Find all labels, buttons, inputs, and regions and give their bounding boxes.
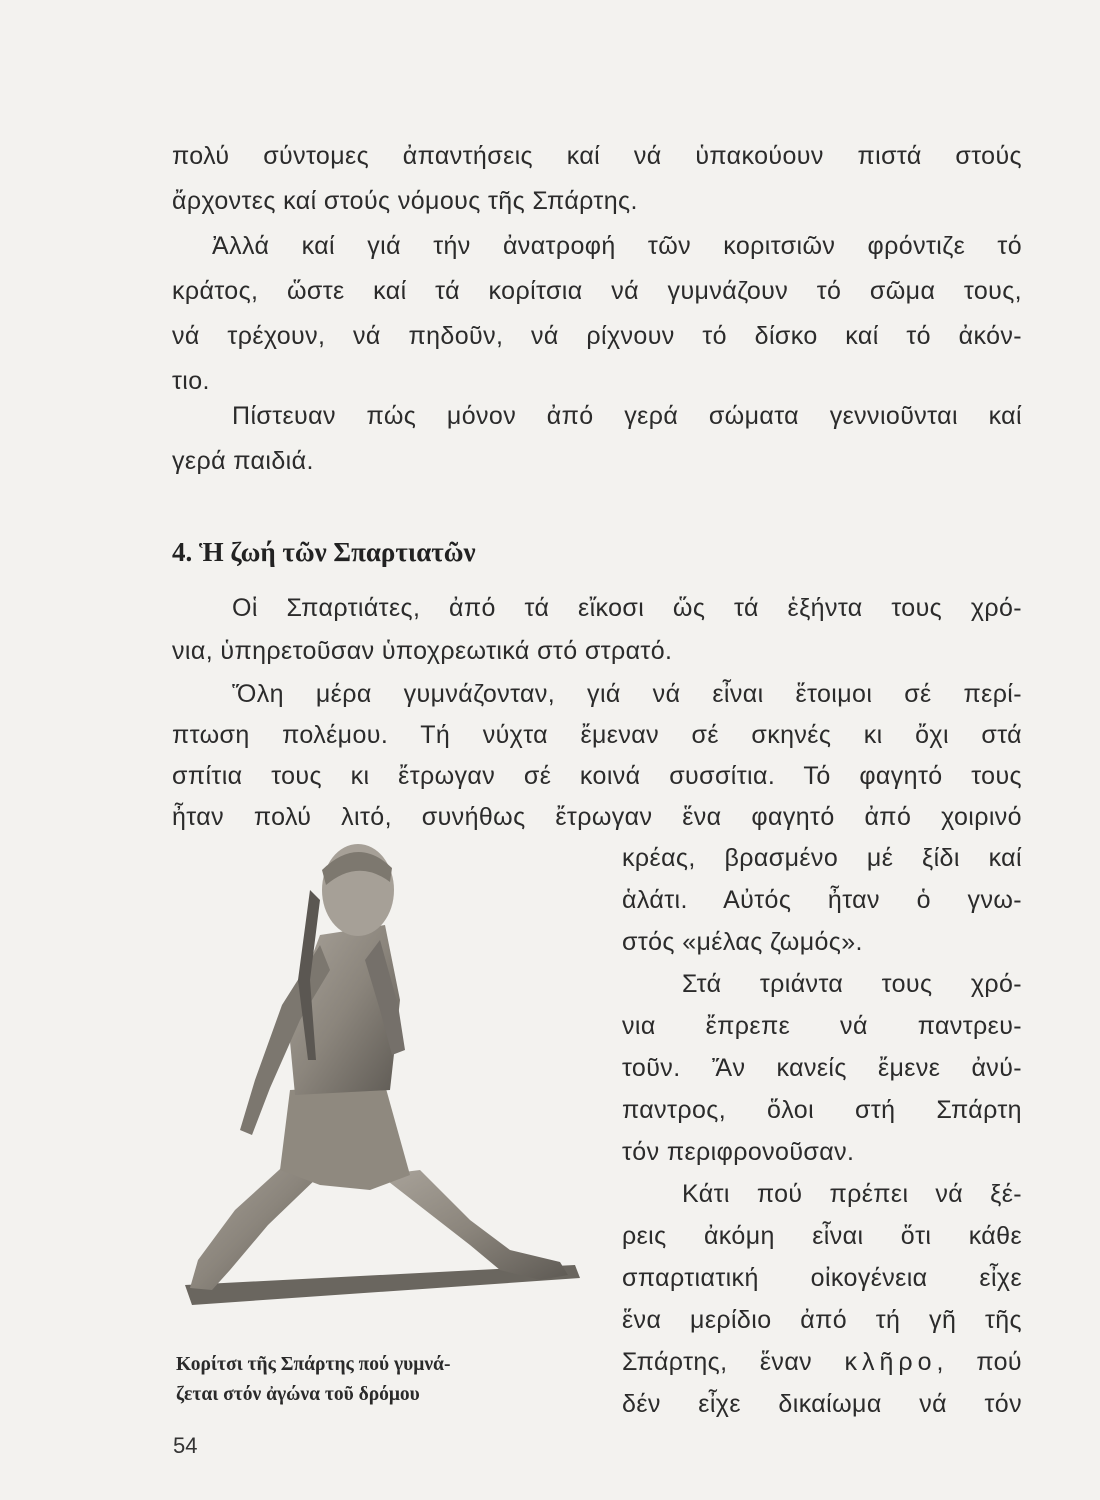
emphasized-word: κλῆρο [844,1348,937,1376]
text-segment: Σπάρτης, ἕναν [622,1348,813,1376]
text-line: Στά τριάντα τους χρό- [682,970,1022,998]
figure-caption: Κορίτσι τῆς Σπάρτης πού γυμνά- [176,1354,451,1375]
section-heading: 4. Ἡ ζωή τῶν Σπαρτιατῶν [172,537,476,567]
text-line: ρεις ἀκόμη εἶναι ὅτι κάθε [622,1222,1022,1250]
text-line: δέν εἶχε δικαίωμα νά τόν [622,1390,1022,1418]
text-line: Οἱ Σπαρτιάτες, ἀπό τά εἴκοσι ὥς τά ἑξήντα τους χρό- [232,594,1022,622]
text-line: νά τρέχουν, νά πηδοῦν, νά ρίχνουν τό δίσκο καί τό ἀκόν- [172,322,1022,350]
text-line: Κάτι πού πρέπει νά ξέ- [682,1180,1022,1208]
statuette-tunic [280,1085,410,1190]
text-line: παντρος, ὅλοι στή Σπάρτη [622,1096,1022,1124]
text-segment: , πού [936,1348,1022,1376]
text-line: σπαρτιατική οἰκογένεια εἶχε [622,1264,1022,1292]
text-line: πτωση πολέμου. Τή νύχτα ἔμεναν σέ σκηνές κι ὄχι στά [172,721,1022,749]
text-line: νια ἔπρεπε νά παντρευ- [622,1012,1022,1040]
text-line [622,1346,1022,1378]
text-line: νια, ὑπηρετοῦσαν ὑποχρεωτικά στό στρατό. [172,637,673,665]
text-line: ἁλάτι. Αὐτός ἦταν ὁ γνω- [622,886,1022,914]
figure-caption: ζεται στόν ἀγώνα τοῦ δρόμου [176,1384,420,1405]
text-line: τοῦν. Ἄν κανείς ἔμενε ἀνύ- [622,1054,1022,1082]
text-line: ἦταν πολύ λιτό, συνήθως ἔτρωγαν ἕνα φαγητό ἀπό χοιρινό [172,803,1022,831]
statuette-illustration [170,830,610,1320]
text-line: στός «μέλας ζωμός». [622,928,863,956]
text-line: τόν περιφρονοῦσαν. [622,1138,855,1166]
text-line: Ὅλη μέρα γυμνάζονταν, γιά νά εἶναι ἕτοιμοι σέ περί- [232,680,1022,708]
text-line: σπίτια τους κι ἔτρωγαν σέ κοινά συσσίτια. Τό φαγητό τους [172,762,1022,790]
text-line: κρέας, βρασμένο μέ ξίδι καί [622,844,1022,872]
text-line: ἕνα μερίδιο ἀπό τή γῆ τῆς [622,1306,1022,1334]
text-line: γερά παιδιά. [172,447,314,475]
statuette-front-leg [380,1170,568,1280]
text-line: Πίστευαν πώς μόνον ἀπό γερά σώματα γεννιοῦνται καί [232,402,1022,430]
statuette-rear-leg [190,1160,320,1290]
text-line: τιο. [172,367,210,395]
text-line: ἄρχοντες καί στούς νόμους τῆς Σπάρτης. [172,187,638,215]
text-line: κράτος, ὥστε καί τά κορίτσια νά γυμνάζουν τό σῶμα τους, [172,277,1022,305]
text-line: πολύ σύντομες ἀπαντήσεις καί νά ὑπακούουν πιστά στούς [172,142,1022,170]
text-line: Ἀλλά καί γιά τήν ἀνατροφή τῶν κοριτσιῶν φρόντιζε τό [212,232,1022,260]
page-number: 54 [173,1433,198,1458]
